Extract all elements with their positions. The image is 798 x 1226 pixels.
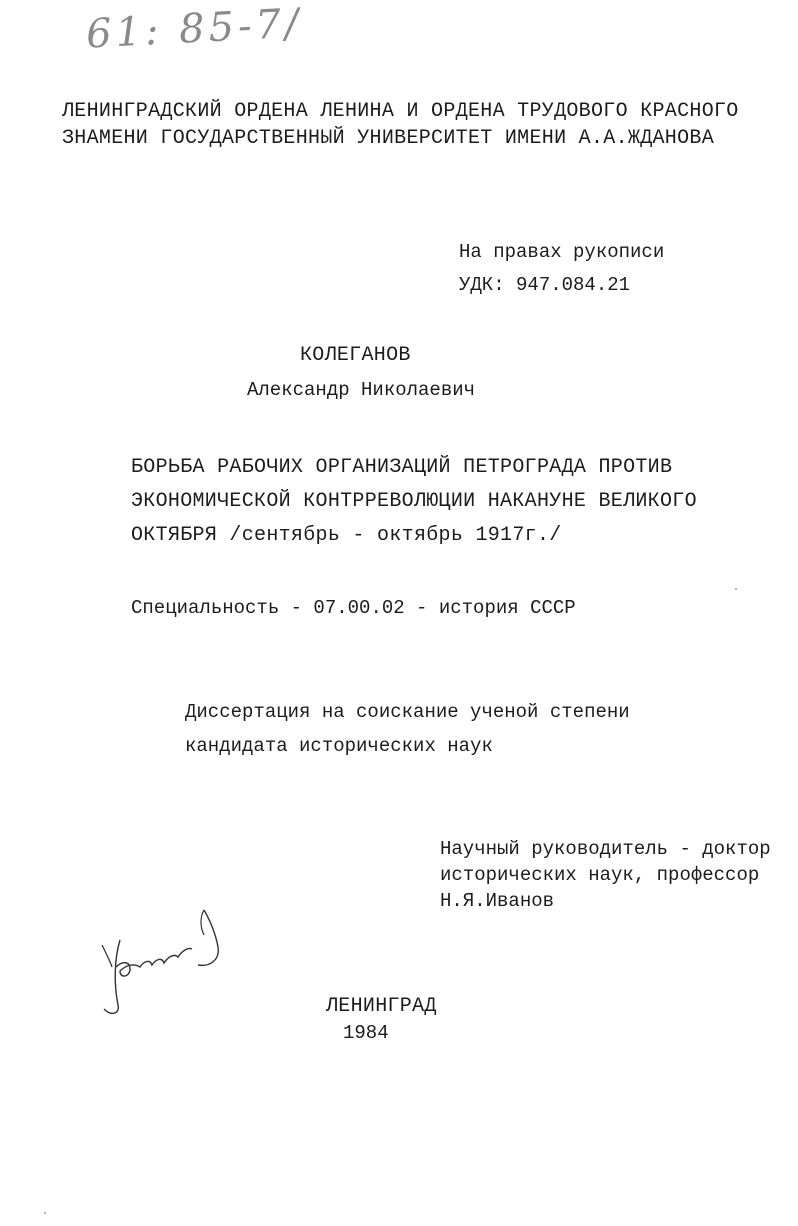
year: 1984 [343, 1022, 389, 1044]
manuscript-rights: На правах рукописи [459, 241, 665, 263]
scan-speck [735, 588, 737, 590]
title-line-3: ОКТЯБРЯ /сентябрь - октябрь 1917г./ [131, 524, 562, 547]
archive-mark: 61: 85-7/ [84, 0, 304, 58]
institution-line-2: ЗНАМЕНИ ГОСУДАРСТВЕННЫЙ УНИВЕРСИТЕТ ИМЕНИ А.А.ЖДАНОВА [62, 127, 715, 150]
degree-line-2: кандидата исторических наук [185, 735, 493, 757]
title-line-2: ЭКОНОМИЧЕСКОЙ КОНТРРЕВОЛЮЦИИ НАКАНУНЕ ВЕЛИКОГО [131, 490, 697, 513]
title-line-1: БОРЬБА РАБОЧИХ ОРГАНИЗАЦИЙ ПЕТРОГРАДА ПРОТИВ [131, 456, 673, 479]
specialty: Специальность - 07.00.02 - история СССР [131, 597, 576, 619]
author-signature [90, 905, 230, 1025]
supervisor-line-1: Научный руководитель - доктор [440, 838, 771, 860]
supervisor-line-2: исторических наук, профессор [440, 864, 760, 886]
scan-speck [44, 1212, 46, 1214]
supervisor-name: Н.Я.Иванов [440, 890, 555, 912]
degree-line-1: Диссертация на соискание ученой степени [185, 701, 630, 723]
author-surname: КОЛЕГАНОВ [300, 344, 411, 367]
author-given-name: Александр Николаевич [247, 379, 476, 401]
place: ЛЕНИНГРАД [326, 995, 437, 1018]
institution-line-1: ЛЕНИНГРАДСКИЙ ОРДЕНА ЛЕНИНА И ОРДЕНА ТРУДОВОГО КРАСНОГО [62, 100, 739, 123]
udc-code: УДК: 947.084.21 [459, 274, 631, 296]
